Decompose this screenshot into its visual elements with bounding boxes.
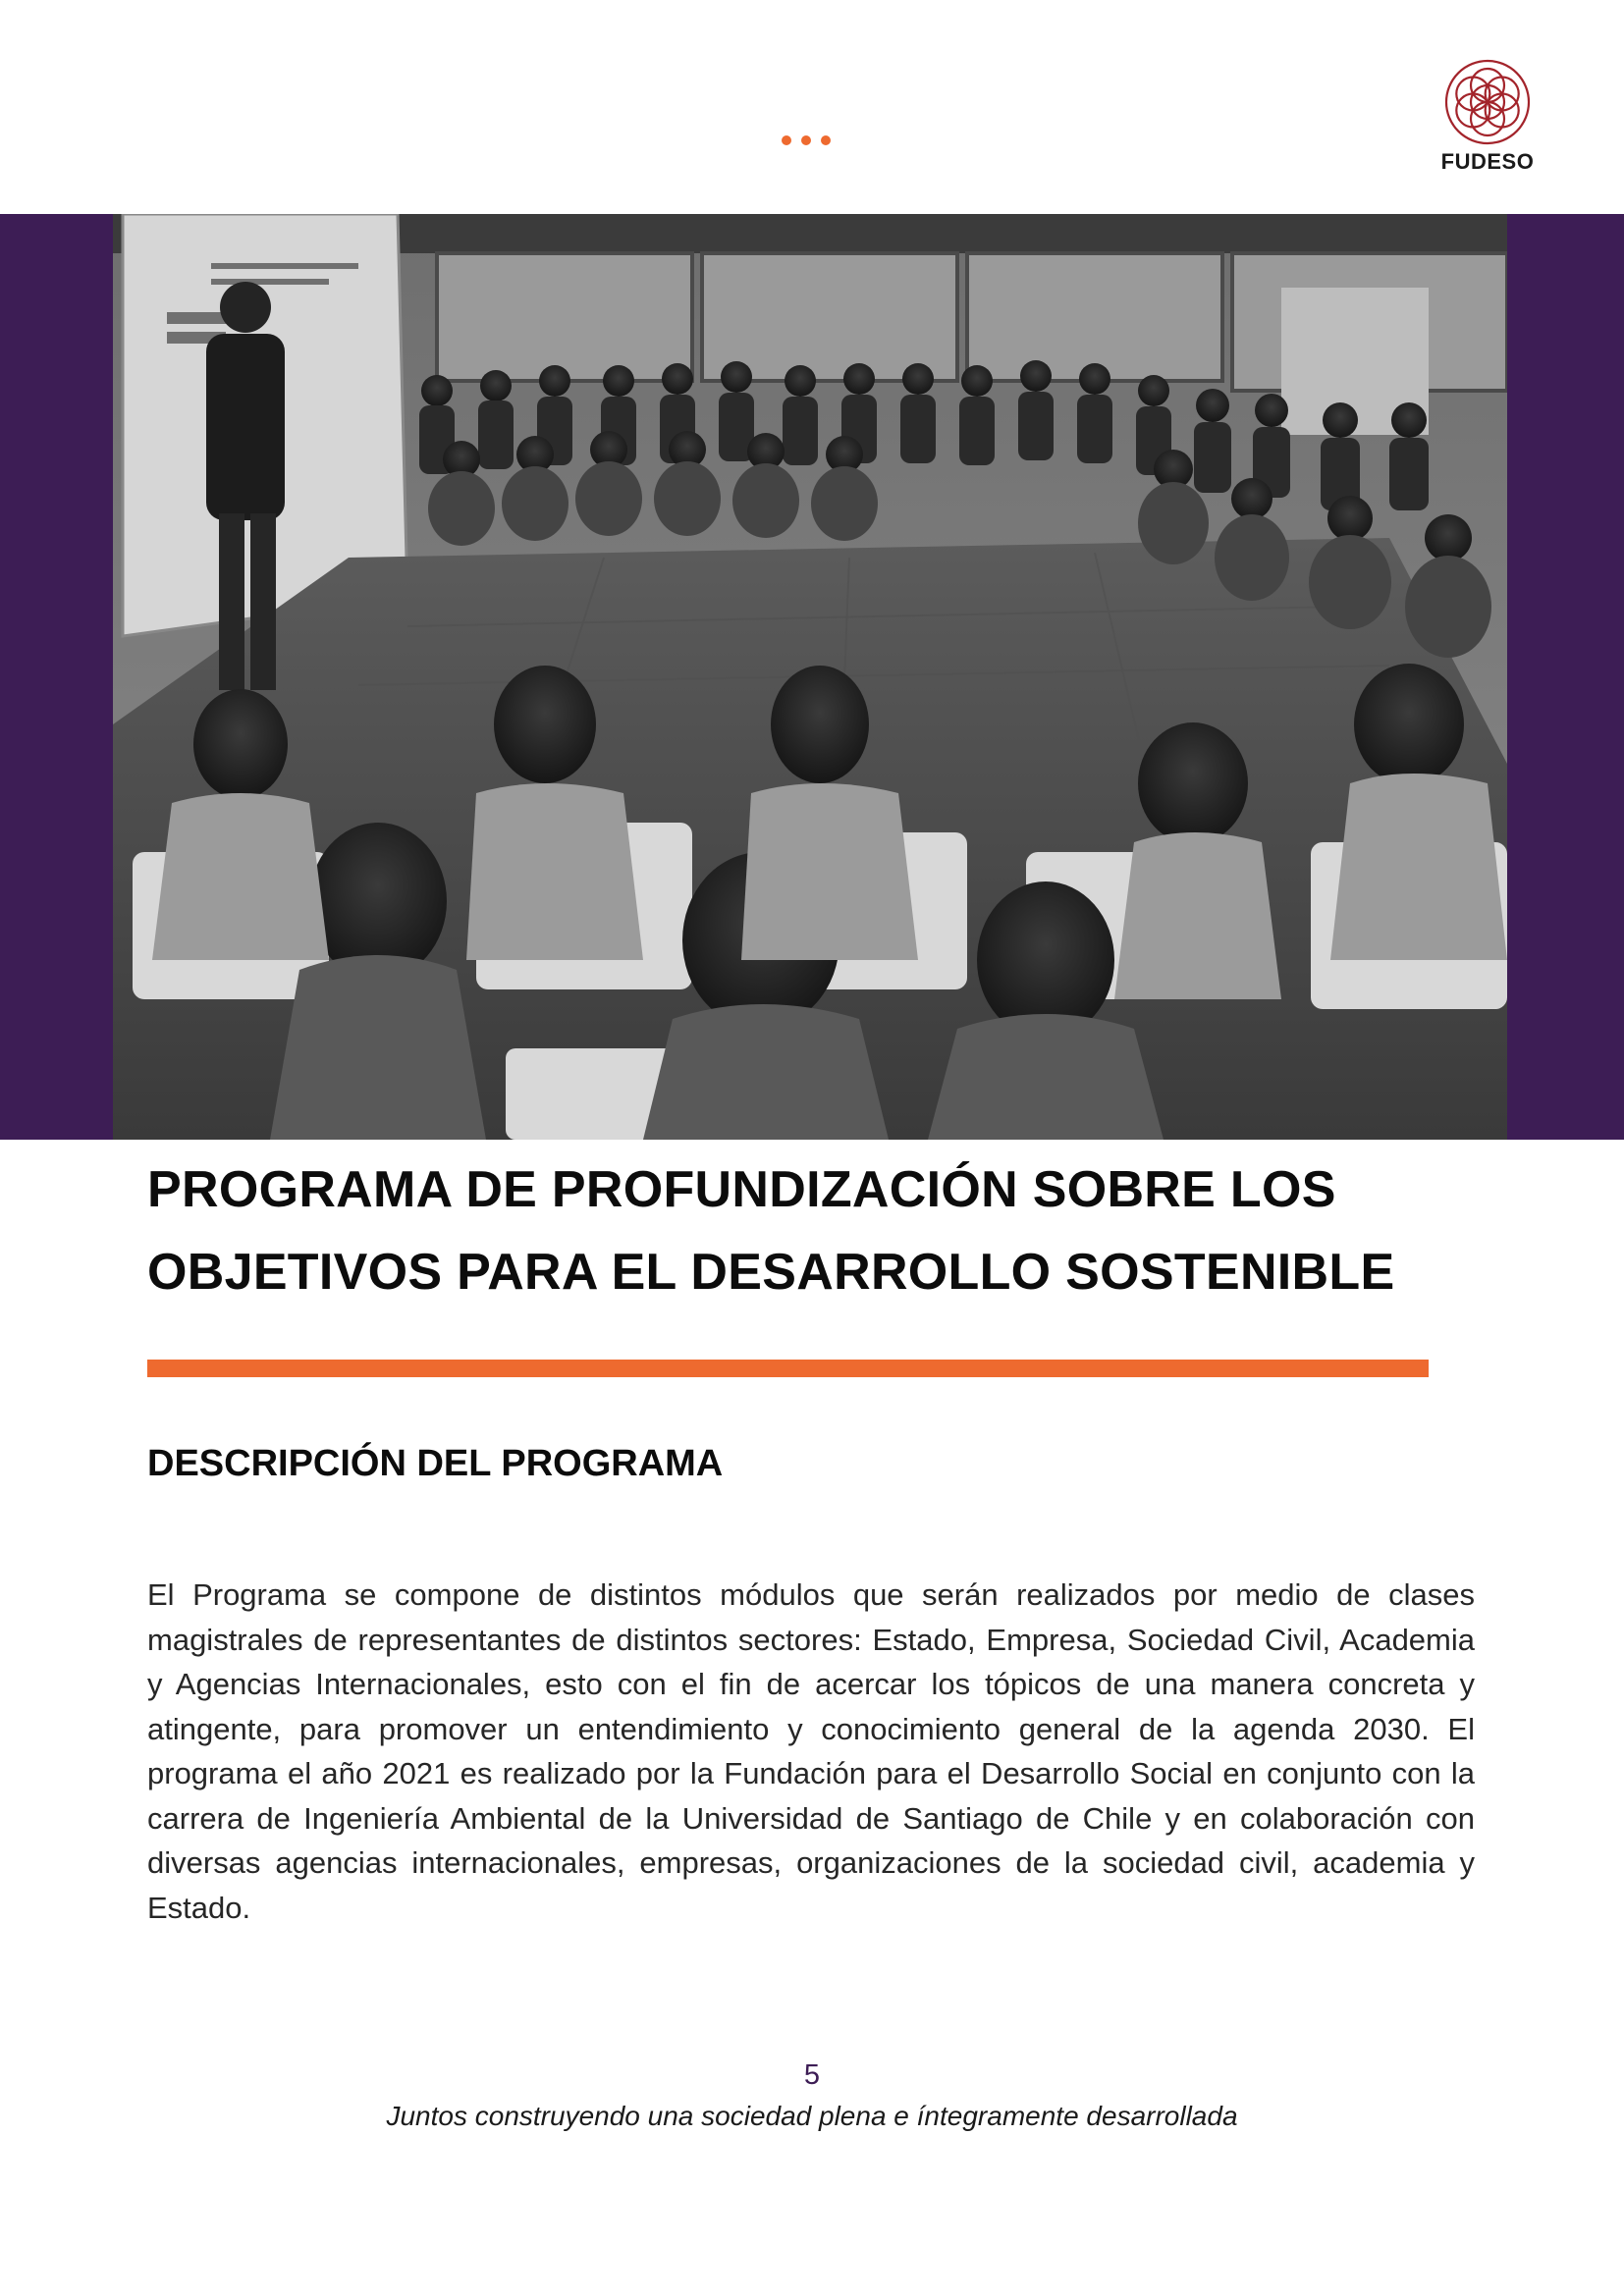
title-line-1: PROGRAMA DE PROFUNDIZACIÓN SOBRE LOS [147,1161,1336,1218]
dot-3 [821,135,831,145]
logo-text: FUDESO [1440,149,1535,174]
page-title [147,1148,1502,1313]
dot-2 [801,135,811,145]
title-line-2: OBJETIVOS PARA EL DESARROLLO SOSTENIBLE [147,1244,1395,1301]
hero-photo [113,214,1507,1140]
flower-of-life-icon [1442,57,1533,147]
footer-tagline: Juntos construyendo una sociedad plena e íntegramente desarrollada [386,2101,1238,2131]
section-heading: DESCRIPCIÓN DEL PROGRAMA [147,1443,724,1484]
workshop-photo-illustration [113,214,1507,1140]
page-number: 5 [803,2059,821,2091]
fudeso-logo [1434,57,1542,175]
program-description: El Programa se compone de distintos módulos que serán realizados por medio de clases magistrales de representantes de distintos sectores: Estado, Empresa, Sociedad Civil, Academia y Agencias Internacionales, esto con el fin de acercar los tópicos de una manera concreta y atingente, para promover un entendimiento y conocimiento general de la agenda 2030. El programa el año 2021 es realizado por la Fundación para el Desarrollo Social en conjunto con la carrera de Ingeniería Ambiental de la Universidad de Santiago de Chile y en colaboración con diversas agencias internacionales, empresas, organizaciones de la sociedad civil, academia y Estado. [147,1577,1475,1925]
orange-divider [147,1360,1429,1377]
decorative-dots [782,135,831,145]
dot-1 [782,135,791,145]
